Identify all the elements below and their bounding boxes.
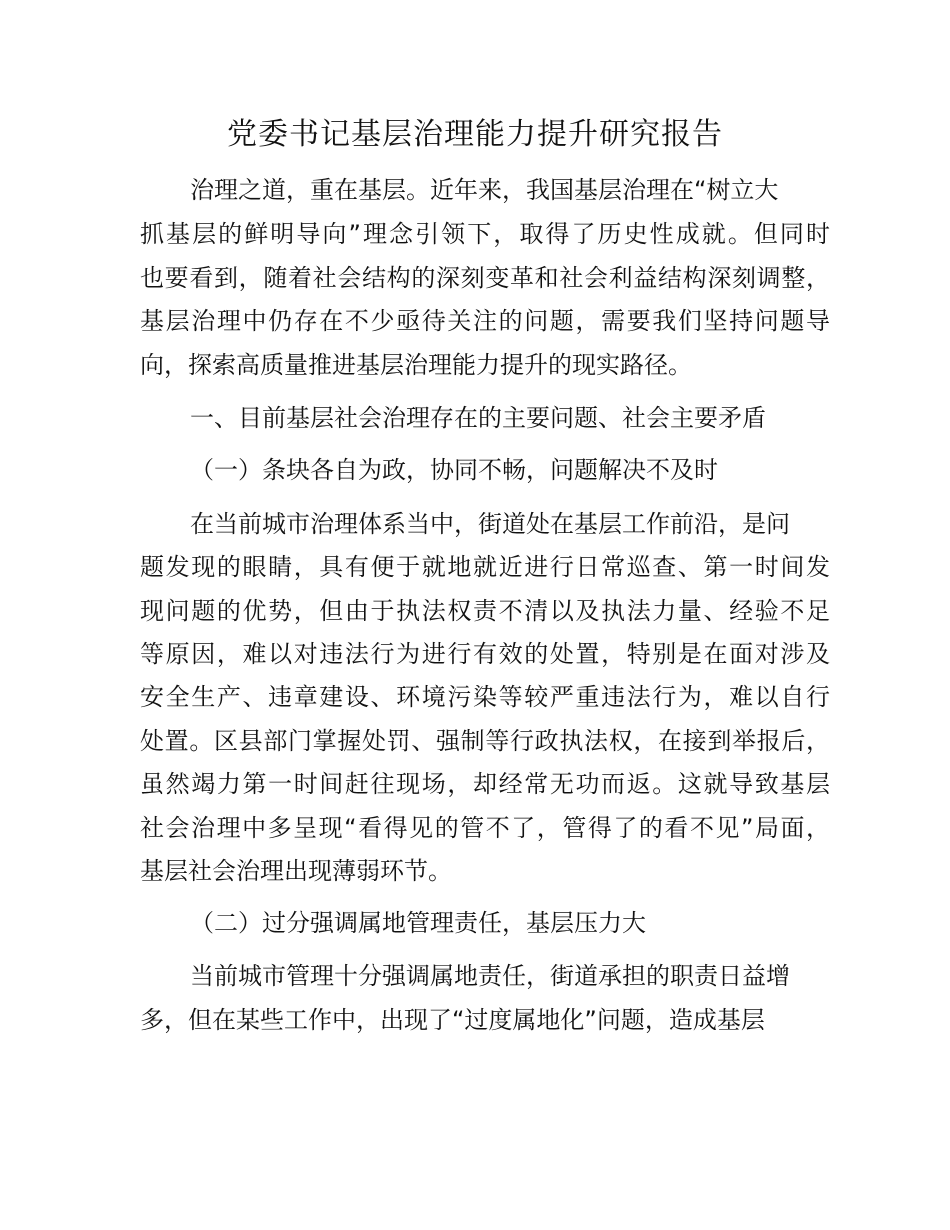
paragraph-line: 题发现的眼睛，具有便于就地就近进行日常巡查、第一时间发: [140, 553, 830, 581]
paragraph-line: 基层治理中仍存在不少亟待关注的问题，需要我们坚持问题导: [140, 307, 830, 335]
paragraph-line: 社会治理中多呈现“看得见的管不了，管得了的看不见”局面，: [140, 814, 830, 842]
paragraph-line: 多，但在某些工作中，出现了“过度属地化”问题，造成基层: [140, 1006, 765, 1034]
section-heading: 一、目前基层社会治理存在的主要问题、社会主要矛盾: [190, 404, 766, 432]
subsection-heading: （一）条块各自为政，协同不畅，问题解决不及时: [190, 456, 718, 484]
paragraph-line: 现问题的优势，但由于执法权责不清以及执法力量、经验不足: [140, 597, 830, 625]
paragraph-line: 也要看到，随着社会结构的深刻变革和社会利益结构深刻调整，: [140, 264, 830, 292]
paragraph-line: 当前城市管理十分强调属地责任，街道承担的职责日益增: [190, 962, 790, 990]
paragraph-line: 治理之道，重在基层。近年来，我国基层治理在“树立大: [190, 176, 779, 204]
paragraph-line: 抓基层的鲜明导向”理念引领下，取得了历史性成就。但同时: [140, 220, 830, 248]
paragraph-line: 基层社会治理出现薄弱环节。: [140, 857, 452, 885]
paragraph-line: 处置。区县部门掌握处罚、强制等行政执法权，在接到举报后，: [140, 727, 830, 755]
paragraph-line: 在当前城市治理体系当中，街道处在基层工作前沿，是问: [190, 510, 790, 538]
paragraph-line: 虽然竭力第一时间赶往现场，却经常无功而返。这就导致基层: [140, 770, 830, 798]
document-title: 党委书记基层治理能力提升研究报告: [227, 117, 723, 152]
paragraph-line: 等原因，难以对违法行为进行有效的处置，特别是在面对涉及: [140, 640, 830, 668]
subsection-heading: （二）过分强调属地管理责任，基层压力大: [190, 909, 646, 937]
paragraph-line: 安全生产、违章建设、环境污染等较严重违法行为，难以自行: [140, 683, 830, 711]
paragraph-line: 向，探索高质量推进基层治理能力提升的现实路径。: [140, 351, 692, 379]
